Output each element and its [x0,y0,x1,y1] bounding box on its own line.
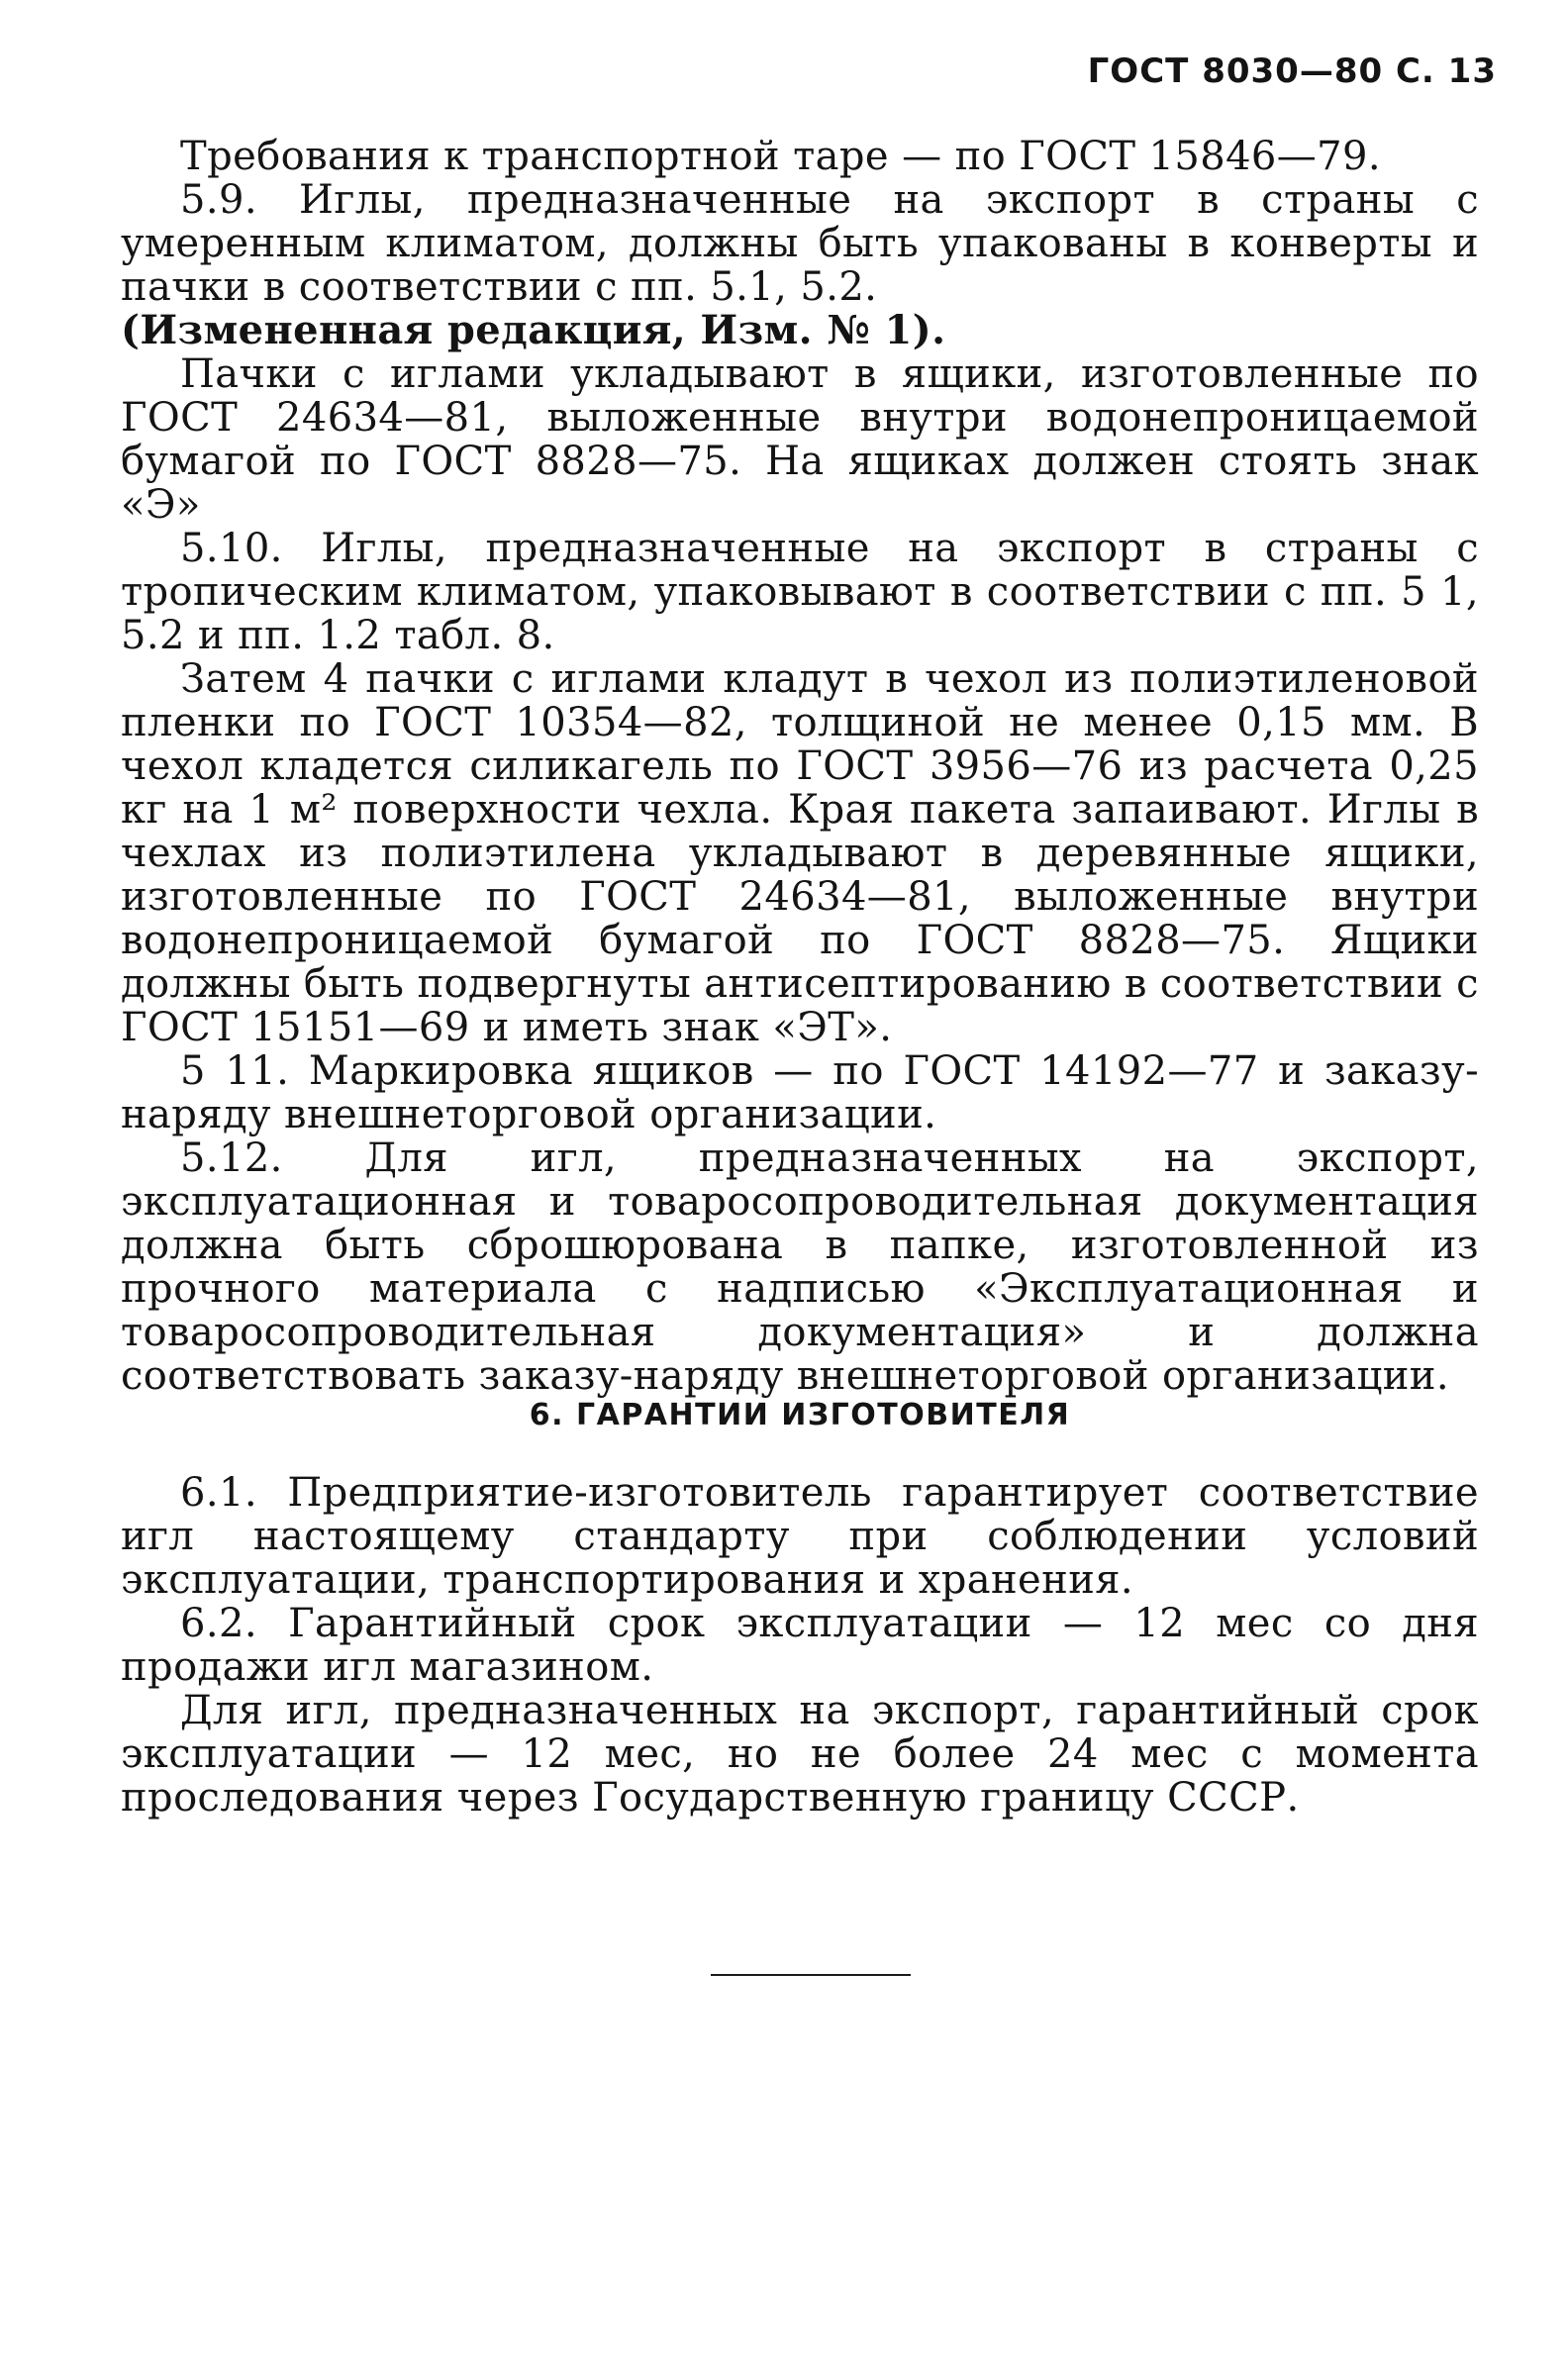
paragraph-packs-in-boxes: Пачки с иглами укладывают в ящики, изготовленные по ГОСТ 24634—81, выложенные внутри водонепроницаемой бумагой по ГОСТ 8828—75. На ящиках должен стоять знак «Э» [121,351,1479,528]
paragraph-6-1: 6.1. Предприятие-изготовитель гарантирует соответствие игл настоящему стандарту при соблюдении условий эксплуатации, транспортирования и хранения. [121,1470,1479,1603]
paragraph-6-2: 6.2. Гарантийный срок эксплуатации — 12 мес со дня продажи игл магазином. [121,1601,1479,1690]
running-header: ГОСТ 8030—80 С. 13 [1087,51,1497,91]
paragraph-5-10: 5.10. Иглы, предназначенные на экспорт в страны с тропическим климатом, упаковывают в соответствии с пп. 5 1, 5.2 и пп. 1.2 табл. 8. [121,526,1479,658]
section-6-heading: 6. ГАРАНТИИ ИЗГОТОВИТЕЛЯ [529,1398,1071,1432]
paragraph-polyethylene-cover: Затем 4 пачки с иглами кладут в чехол из полиэтиленовой пленки по ГОСТ 10354—82, толщиной не менее 0,15 мм. В чехол кладется силикагель по ГОСТ 3956—76 из расчета 0,25 кг на 1 м² поверхности чехла. Края пакета запаивают. Иглы в чехлах из полиэтилена укладывают в деревянные ящики, изготовленные по ГОСТ 24634—81, выложенные внутри водонепроницаемой бумагой по ГОСТ 8828—75. Ящики должны быть подвергнуты антисептированию в соответствии с ГОСТ 15151—69 и иметь знак «ЭТ». [121,656,1479,1050]
paragraph-amendment-note: (Измененная редакция, Изм. № 1). [121,307,946,353]
paragraph-5-9: 5.9. Иглы, предназначенные на экспорт в страны с умеренным климатом, должны быть упакованы в конверты и пачки в соответствии с пп. 5.1, 5.2. [121,177,1479,310]
paragraph-transport-container: Требования к транспортной таре — по ГОСТ 15846—79. [180,134,1381,179]
paragraph-export-warranty: Для игл, предназначенных на экспорт, гарантийный срок эксплуатации — 12 мес, но не более 24 мес с момента проследования через Государственную границу СССР. [121,1688,1479,1821]
section-5-continued [121,135,1479,1398]
paragraph-5-11: 5 11. Маркировка ящиков — по ГОСТ 14192—77 и заказу-наряду внешнеторговой организации. [121,1048,1479,1137]
end-of-text-rule [711,1974,911,1976]
paragraph-5-12: 5.12. Для игл, предназначенных на экспорт, эксплуатационная и товаросопроводительная документация должна быть сброшюрована в папке, изготовленной из прочного материала с надписью «Эксплуатационная и товаросопроводительная документация» и должна соответствовать заказу-наряду внешнеторговой организации. [121,1135,1479,1399]
section-6-body [121,1471,1479,1820]
